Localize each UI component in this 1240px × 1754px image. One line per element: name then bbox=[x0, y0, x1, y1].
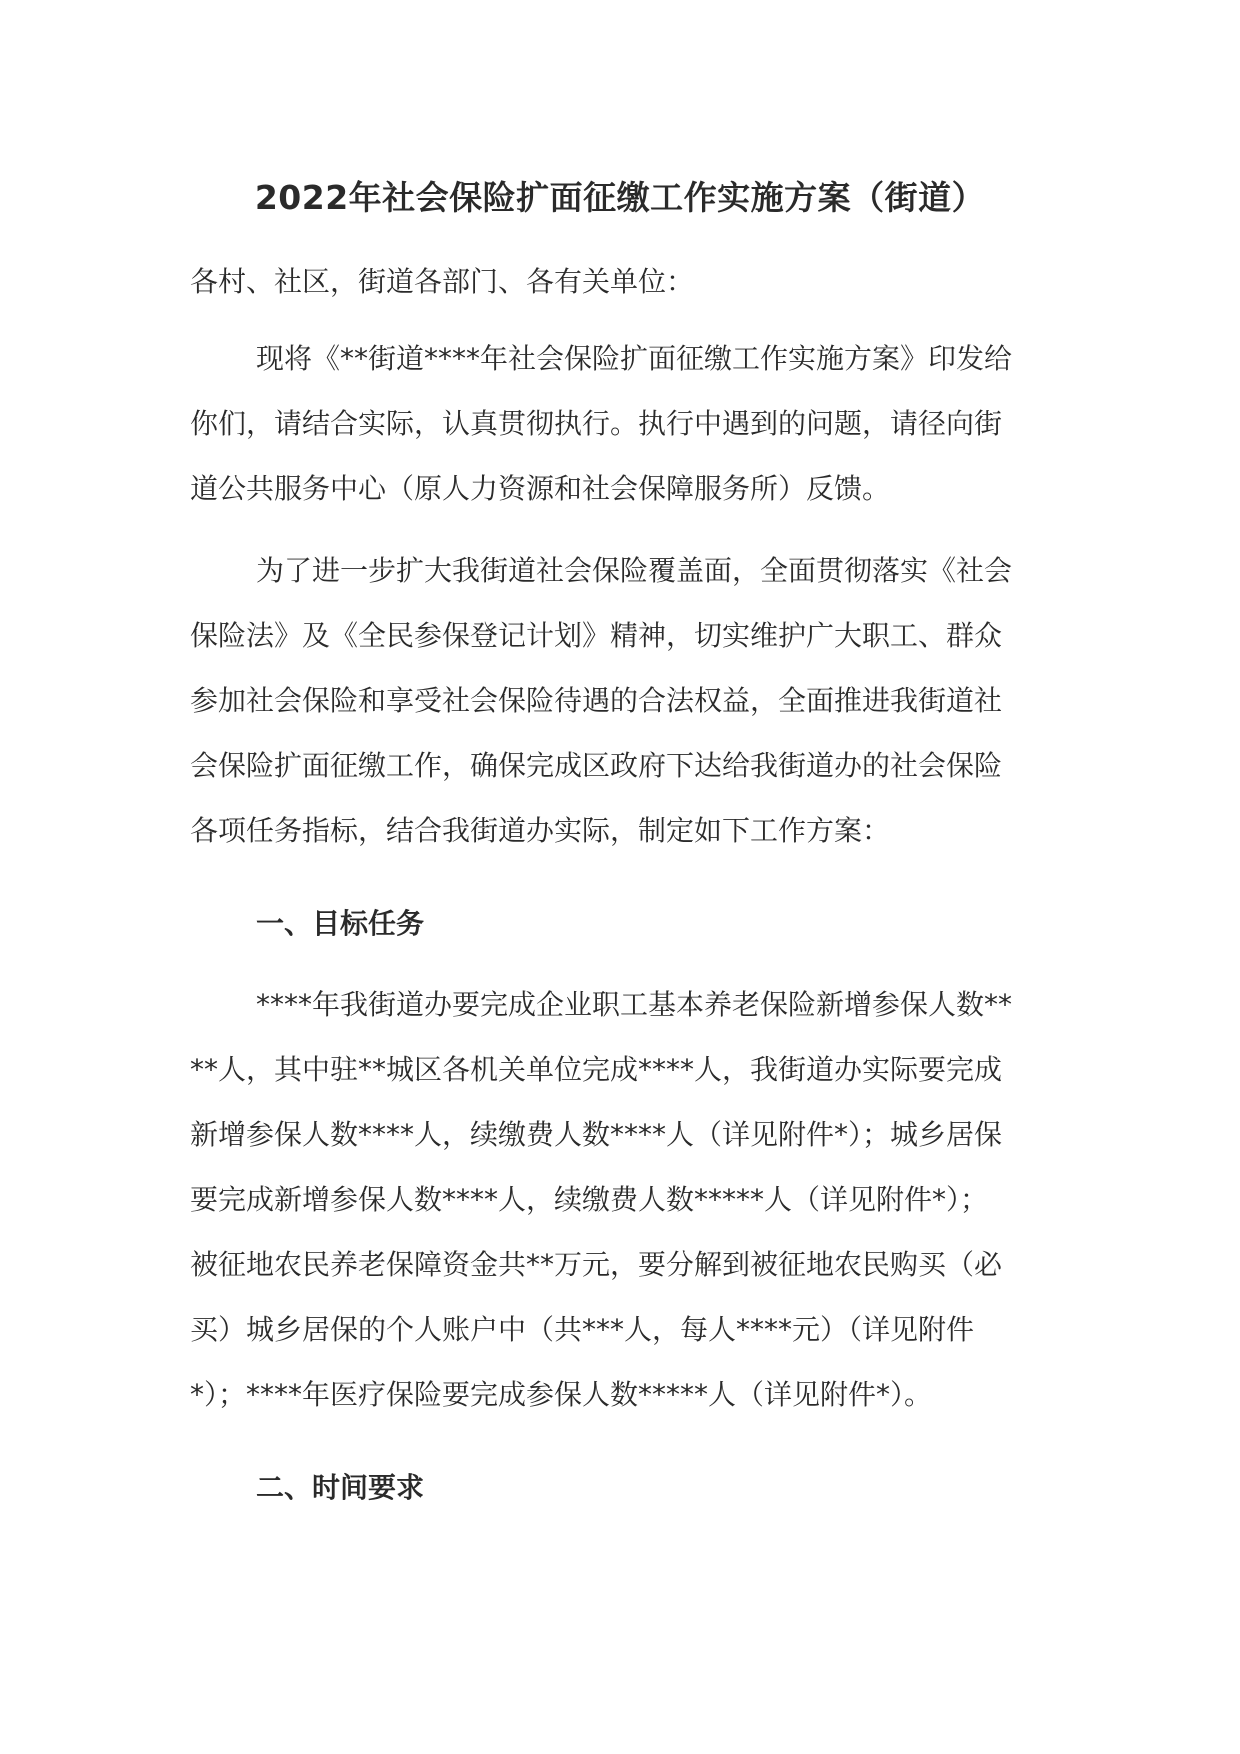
paragraph-purpose bbox=[190, 538, 1070, 863]
paragraph-line: 被征地农民养老保障资金共**万元，要分解到被征地农民购买（必 bbox=[190, 1248, 1003, 1281]
paragraph-line: 新增参保人数****人，续缴费人数****人（详见附件*）；城乡居保 bbox=[190, 1118, 1003, 1151]
paragraph-line: 道公共服务中心（原人力资源和社会保障服务所）反馈。 bbox=[190, 472, 891, 505]
paragraph-line: 要完成新增参保人数****人，续缴费人数*****人（详见附件*）； bbox=[190, 1183, 989, 1216]
paragraph-line: 保险法》及《全民参保登记计划》精神，切实维护广大职工、群众 bbox=[190, 619, 1003, 652]
paragraph-line: **人，其中驻**城区各机关单位完成****人，我街道办实际要完成 bbox=[190, 1053, 1003, 1086]
paragraph-notice bbox=[190, 326, 1070, 521]
paragraph-line: 你们，请结合实际，认真贯彻执行。执行中遇到的问题，请径向街 bbox=[190, 407, 1003, 440]
paragraph-targets bbox=[190, 972, 1070, 1427]
paragraph-line: 各项任务指标，结合我街道办实际，制定如下工作方案： bbox=[190, 814, 891, 847]
paragraph-line: 参加社会保险和享受社会保险待遇的合法权益，全面推进我街道社 bbox=[190, 684, 1003, 717]
paragraph-line: ****年我街道办要完成企业职工基本养老保险新增参保人数** bbox=[256, 988, 1013, 1021]
paragraph-line: *）；****年医疗保险要完成参保人数*****人（详见附件*）。 bbox=[190, 1378, 933, 1411]
document-title: 2022年社会保险扩面征缴工作实施方案（街道） bbox=[254, 178, 986, 217]
paragraph-line: 买）城乡居保的个人账户中（共***人，每人****元）（详见附件 bbox=[190, 1313, 975, 1346]
paragraph-line: 现将《**街道****年社会保险扩面征缴工作实施方案》印发给 bbox=[256, 342, 1013, 375]
paragraph-line: 为了进一步扩大我街道社会保险覆盖面，全面贯彻落实《社会 bbox=[256, 554, 1013, 587]
salutation: 各村、社区，街道各部门、各有关单位： bbox=[190, 265, 695, 298]
section-heading-timeline: 二、时间要求 bbox=[256, 1471, 425, 1504]
section-heading-targets: 一、目标任务 bbox=[256, 907, 425, 940]
paragraph-line: 会保险扩面征缴工作，确保完成区政府下达给我街道办的社会保险 bbox=[190, 749, 1003, 782]
